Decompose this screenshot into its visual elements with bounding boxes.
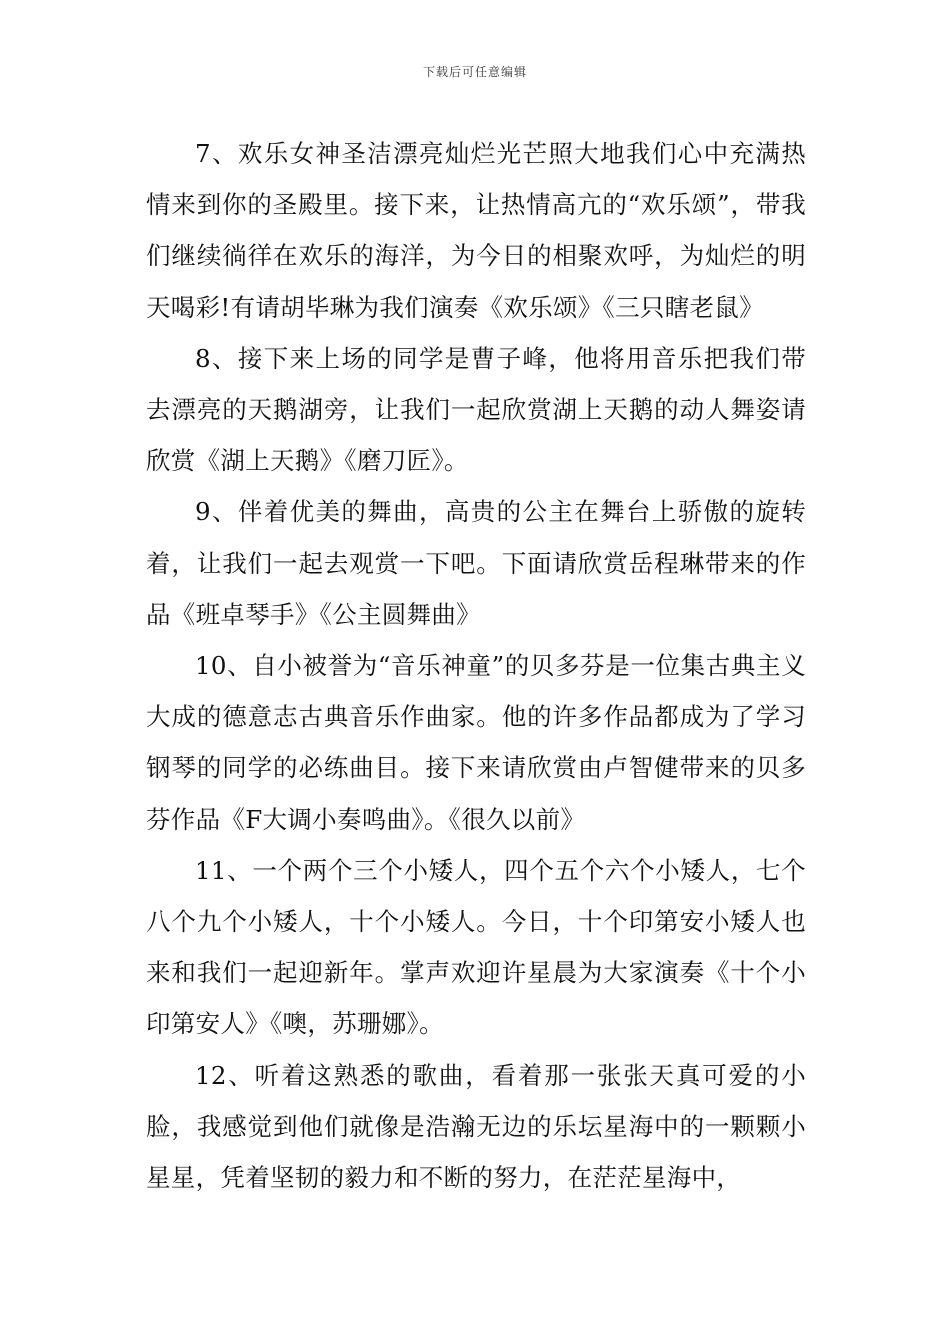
paragraph-9: 9、伴着优美的舞曲，高贵的公主在舞台上骄傲的旋转着，让我们一起去观赏一下吧。下面请欣赏岳程琳带来的作品《班卓琴手》《公主圆舞曲》 [146, 497, 806, 629]
page-header: 下载后可任意编辑 [422, 65, 527, 79]
paragraph-11: 11、一个两个三个小矮人，四个五个六个小矮人，七个八个九个小矮人，十个小矮人。今日，十个印第安小矮人也来和我们一起迎新年。掌声欢迎许星晨为大家演奏《十个小印第安人》《噢，苏珊娜》。 [146, 855, 806, 1039]
paragraph-10: 10、自小被誉为“音乐神童”的贝多芬是一位集古典主义大成的德意志古典音乐作曲家。他的许多作品都成为了学习钢琴的同学的必练曲目。接下来请欣赏由卢智健带来的贝多芬作品《F大调小奏鸣曲》。《很久以前》 [146, 651, 806, 834]
paragraph-8: 8、接下来上场的同学是曹子峰，他将用音乐把我们带去漂亮的天鹅湖旁，让我们一起欣赏湖上天鹅的动人舞姿请欣赏《湖上天鹅》《磨刀匠》。 [146, 343, 806, 476]
document-body [146, 128, 806, 1203]
paragraph-7: 7、欢乐女神圣洁漂亮灿烂光芒照大地我们心中充满热情来到你的圣殿里。接下来，让热情高亢的“欢乐颂”，带我们继续徜徉在欢乐的海洋，为今日的相聚欢呼，为灿烂的明天喝彩!有请胡毕琳为我们演奏《欢乐颂》《三只瞎老鼠》 [146, 139, 806, 322]
paragraph-12: 12、听着这熟悉的歌曲，看着那一张张天真可爱的小脸，我感觉到他们就像是浩瀚无边的乐坛星海中的一颗颗小星星，凭着坚韧的毅力和不断的努力，在茫茫星海中， [146, 1060, 806, 1193]
